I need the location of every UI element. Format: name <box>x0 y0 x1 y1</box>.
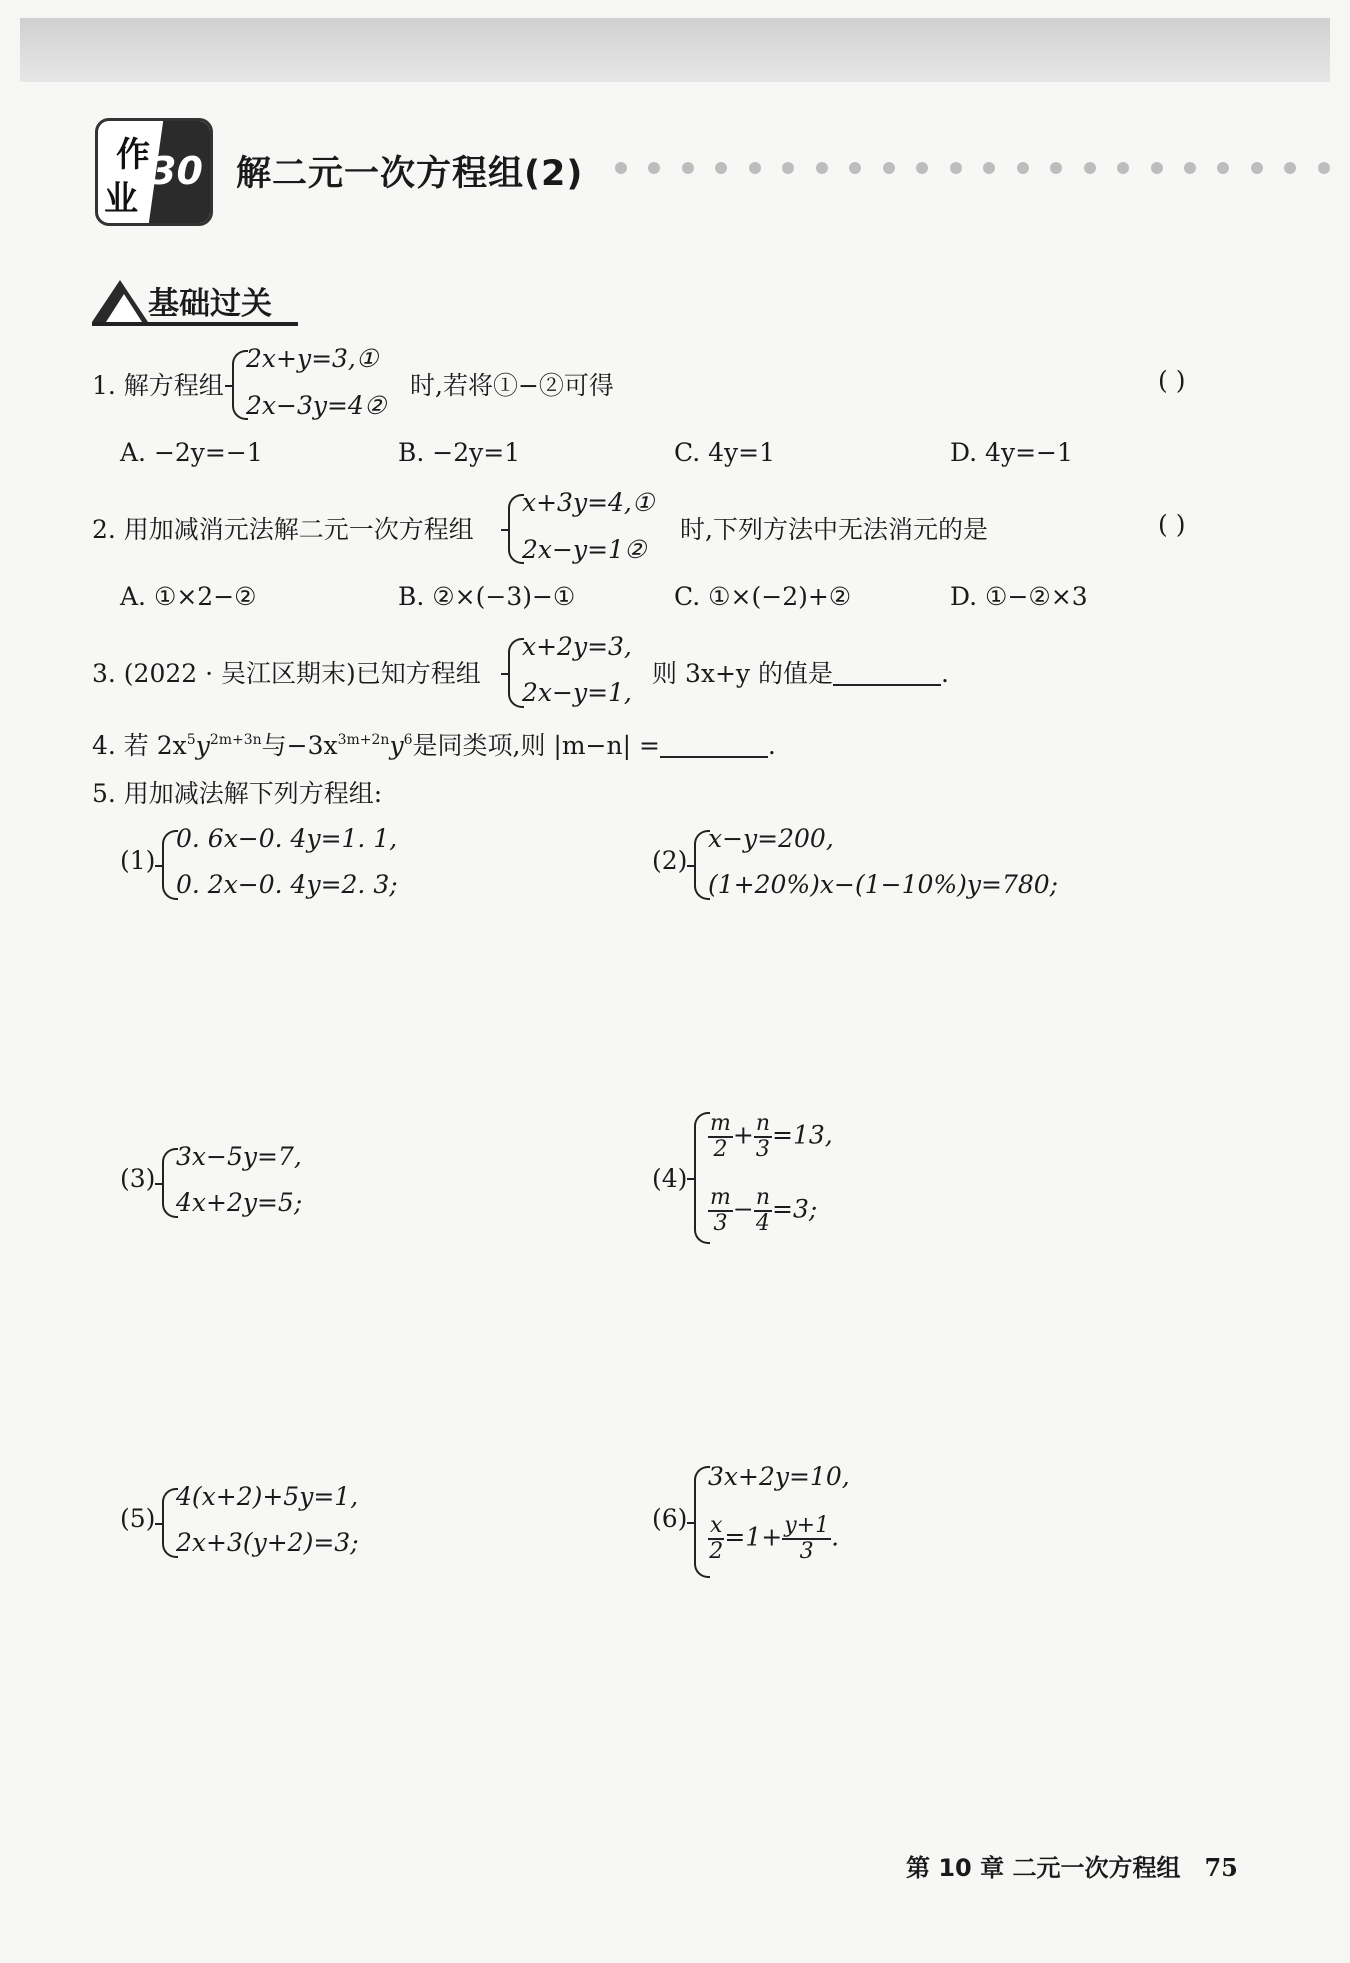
q1-option-a: A. −2y=−1 <box>120 438 263 467</box>
badge-top-char: 作 <box>116 135 150 175</box>
q5-p1-label: (1) <box>120 846 156 875</box>
q3-eq1: x+2y=3, <box>522 632 632 661</box>
q5-p3-eq1: 3x−5y=7, <box>176 1142 302 1171</box>
q1-eq2: 2x−3y=4② <box>246 391 387 420</box>
q5-p2-eq1: x−y=200, <box>708 824 834 853</box>
q1-prefix: 1. 解方程组 <box>92 371 224 400</box>
q1-option-d: D. 4y=−1 <box>950 438 1073 467</box>
q3-answer-blank[interactable] <box>833 662 941 686</box>
q4-answer-blank[interactable] <box>660 734 768 758</box>
q5-p5-label: (5) <box>120 1504 156 1533</box>
q2-answer-paren: ( ) <box>1158 510 1186 539</box>
q4-text: 4. 若 $2x^5y^{2m+3n}$与$-3x^{3m+2n}y^6$是同类项,则 |m−n| = . <box>92 731 776 760</box>
q1-option-c: C. 4y=1 <box>674 438 776 467</box>
q5-p6-label: (6) <box>652 1504 688 1533</box>
scan-top-band <box>20 18 1330 82</box>
q2-option-b: B. ②×(−3)−① <box>398 582 576 611</box>
q2-eq1: x+3y=4,① <box>522 488 655 517</box>
q2-option-a: A. ①×2−② <box>120 582 257 611</box>
page-footer <box>906 1848 1238 1883</box>
q1-answer-paren: ( ) <box>1158 366 1186 395</box>
q5-p2-eq2: (1+20%)x−(1−10%)y=780; <box>708 870 1059 899</box>
q5-p4-eq1: $\frac{m}{2}$ + $\frac{n}{3}$ =13, <box>710 1111 833 1162</box>
q5-title: 5. 用加减法解下列方程组: <box>92 779 383 808</box>
q5-p5-eq2: 2x+3(y+2)=3; <box>176 1528 359 1557</box>
q5-p1-eq2: 0. 2x−0. 4y=2. 3; <box>176 870 398 899</box>
q2-option-d: D. ①−②×3 <box>950 582 1088 611</box>
q5-p6-eq1: 3x+2y=10, <box>708 1462 850 1491</box>
q5-p3-eq2: 4x+2y=5; <box>176 1188 303 1217</box>
page-number: 75 <box>1204 1853 1238 1882</box>
q2-suffix: 时,下列方法中无法消元的是 <box>680 515 988 544</box>
page-background <box>20 82 1330 1952</box>
q3-prefix: 3. (2022 · 吴江区期末)已知方程组 <box>92 659 481 688</box>
q5-p2-label: (2) <box>652 846 688 875</box>
badge-bottom-char: 业 <box>104 179 138 219</box>
decorative-dots <box>615 162 1330 176</box>
homework-badge <box>95 118 213 226</box>
page-title: 解二元一次方程组(2) <box>236 154 584 194</box>
q5-p3-label: (3) <box>120 1164 156 1193</box>
q2-eq2: 2x−y=1② <box>522 535 647 564</box>
section-title: 基础过关 <box>148 286 272 322</box>
q3-eq2: 2x−y=1, <box>522 678 632 707</box>
chapter-label: 第 10 章 二元一次方程组 <box>906 1854 1181 1882</box>
q5-p4-label: (4) <box>652 1164 688 1193</box>
q5-p5-eq1: 4(x+2)+5y=1, <box>176 1482 359 1511</box>
q1-eq1: 2x+y=3,① <box>246 344 379 373</box>
section-header <box>92 278 302 326</box>
q5-p6-eq2: $\frac{x}{2}$ =1+ $\frac{y+1}{3}$ . <box>709 1513 840 1564</box>
q2-option-c: C. ①×(−2)+② <box>674 582 852 611</box>
q3-suffix: 则 3x+y 的值是 . <box>652 659 949 688</box>
q1-option-b: B. −2y=1 <box>398 438 521 467</box>
q5-p4-eq2: $\frac{m}{3}$ − $\frac{n}{4}$ =3; <box>710 1185 818 1236</box>
q5-p1-eq1: 0. 6x−0. 4y=1. 1, <box>176 824 398 853</box>
q2-prefix: 2. 用加减消元法解二元一次方程组 <box>92 515 474 544</box>
q1-suffix: 时,若将①−②可得 <box>410 371 614 400</box>
badge-number: 30 <box>150 149 203 193</box>
